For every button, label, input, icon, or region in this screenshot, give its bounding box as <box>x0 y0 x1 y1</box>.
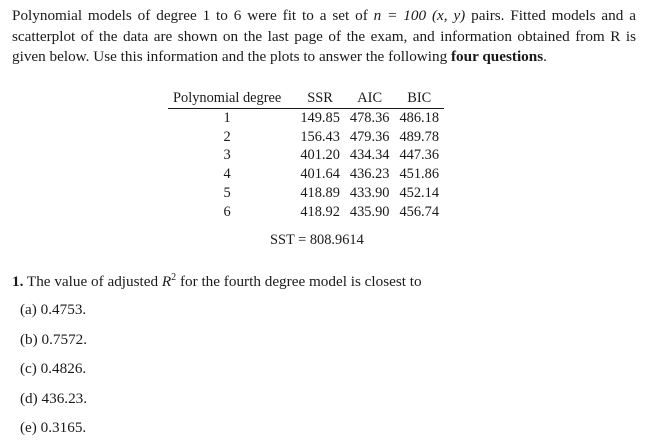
r-squared-superscript: 2 <box>171 272 177 283</box>
table-row <box>168 184 444 203</box>
sample-size-expression: n = 100 (x, y) <box>373 7 466 24</box>
cell-ssr: 149.85 <box>300 109 340 126</box>
cell-aic: 478.36 <box>349 109 390 126</box>
header-aic: AIC <box>345 89 395 108</box>
choice-a[interactable]: (a) 0.4753. <box>20 301 87 318</box>
question-text-before: The value of adjusted <box>23 273 162 291</box>
cell-bic: 452.14 <box>399 184 440 201</box>
header-bic: BIC <box>394 89 444 108</box>
intro-text-1: Polynomial models of degree 1 to 6 were fit to a set of <box>12 7 374 24</box>
cell-degree: 2 <box>223 128 231 145</box>
choice-c[interactable]: (c) 0.4826. <box>20 360 87 377</box>
intro-paragraph <box>12 6 636 68</box>
choice-b[interactable]: (b) 0.7572. <box>20 330 88 348</box>
choice-d[interactable]: (d) 436.23. <box>20 389 88 407</box>
cell-ssr: 401.64 <box>300 166 340 183</box>
cell-ssr: 418.89 <box>300 184 340 201</box>
cell-aic: 434.34 <box>349 147 390 164</box>
header-degree: Polynomial degree <box>168 89 295 108</box>
r-squared-symbol: R <box>161 273 172 291</box>
header-ssr: SSR <box>295 89 345 108</box>
intro-text-2: pairs. Fitted models and a scatterplot of the data are shown on the last page of the exam, and information obtained from R is given below. Use this information and the plots to answer the following <box>12 7 636 65</box>
cell-degree: 4 <box>223 166 231 183</box>
cell-aic: 435.90 <box>349 203 390 220</box>
intro-bold-word: four <box>450 48 479 65</box>
cell-ssr: 156.43 <box>300 128 340 145</box>
cell-degree: 1 <box>223 109 231 126</box>
table-row <box>168 146 444 165</box>
answer-choices <box>20 300 87 448</box>
cell-aic: 433.90 <box>349 184 390 201</box>
table-row <box>168 165 444 184</box>
question-text-after: for the fourth degree model is closest to <box>176 273 422 291</box>
table-row <box>168 108 444 127</box>
cell-ssr: 418.92 <box>300 203 340 220</box>
choice-e[interactable]: (e) 0.3165. <box>20 419 87 436</box>
cell-bic: 456.74 <box>399 203 440 220</box>
table-row <box>168 203 444 222</box>
table-header-row <box>168 89 444 108</box>
cell-aic: 436.23 <box>349 166 390 183</box>
question-number: 1. <box>12 273 24 291</box>
cell-degree: 6 <box>223 203 231 220</box>
cell-bic: 451.86 <box>399 166 440 183</box>
cell-ssr: 401.20 <box>300 147 340 164</box>
cell-bic: 447.36 <box>399 147 440 164</box>
cell-aic: 479.36 <box>349 128 390 145</box>
sst-value: SST = 808.9614 <box>270 232 364 248</box>
cell-degree: 3 <box>223 147 231 164</box>
cell-bic: 489.78 <box>399 128 440 145</box>
cell-degree: 5 <box>223 184 231 201</box>
intro-end: . <box>543 48 547 65</box>
cell-bic: 486.18 <box>399 109 440 126</box>
model-comparison-table <box>168 89 444 222</box>
question-1 <box>12 272 422 291</box>
intro-text-3: questions <box>478 48 544 65</box>
table-row <box>168 128 444 147</box>
